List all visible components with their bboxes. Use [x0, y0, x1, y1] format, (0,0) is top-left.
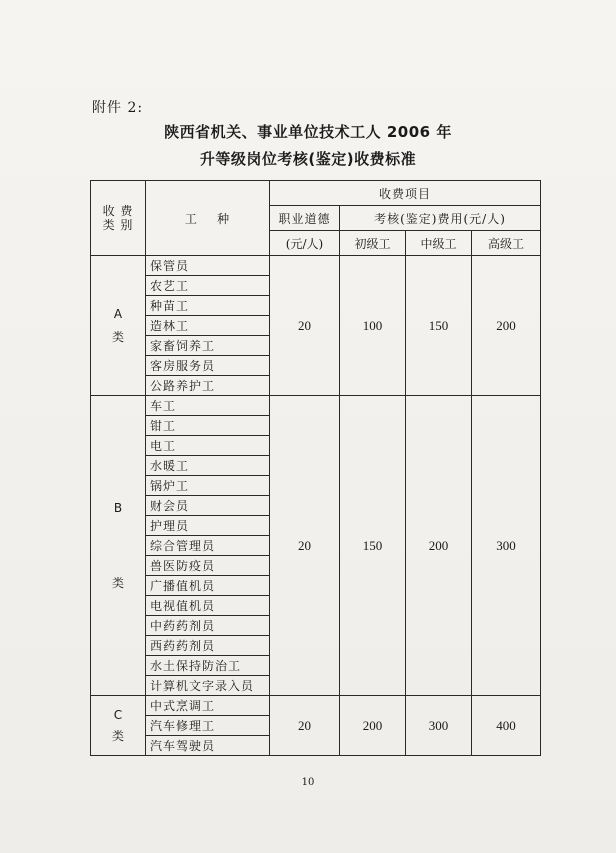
job-cell: 电视值机员	[146, 596, 270, 616]
table-row	[91, 396, 541, 416]
job-cell: 水暖工	[146, 456, 270, 476]
job-cell: 保管员	[146, 256, 270, 276]
a-junior-fee: 100	[340, 256, 406, 396]
category-c	[91, 696, 146, 756]
job-cell: 计算机文字录入员	[146, 676, 270, 696]
job-cell: 汽车修理工	[146, 716, 270, 736]
category-a-letter: A	[113, 307, 123, 322]
category-b-letter: B	[113, 501, 123, 516]
job-cell: 车工	[146, 396, 270, 416]
b-junior-fee: 150	[340, 396, 406, 696]
job-cell: 中式烹调工	[146, 696, 270, 716]
job-cell: 财会员	[146, 496, 270, 516]
job-cell: 综合管理员	[146, 536, 270, 556]
a-ethics-fee: 20	[270, 256, 340, 396]
category-a	[91, 256, 146, 396]
middle-header: 中级工	[406, 231, 472, 256]
job-cell: 家畜饲养工	[146, 336, 270, 356]
job-cell: 护理员	[146, 516, 270, 536]
fee-items-header: 收费项目	[270, 181, 541, 206]
ethics-unit-header: (元/人)	[270, 231, 340, 256]
job-cell: 汽车驾驶员	[146, 736, 270, 756]
exam-fee-header: 考核(鉴定)费用(元/人)	[340, 206, 541, 231]
c-middle-fee: 300	[406, 696, 472, 756]
c-ethics-fee: 20	[270, 696, 340, 756]
category-header-line1: 收 费	[102, 203, 134, 218]
job-cell: 中药药剂员	[146, 616, 270, 636]
page-number: 10	[301, 777, 315, 788]
b-senior-fee: 300	[472, 396, 541, 696]
job-cell: 钳工	[146, 416, 270, 436]
table-row	[91, 256, 541, 276]
ethics-header: 职业道德	[270, 206, 340, 231]
job-cell: 兽医防疫员	[146, 556, 270, 576]
fee-standard-table	[90, 180, 541, 756]
b-middle-fee: 200	[406, 396, 472, 696]
category-header	[91, 181, 146, 256]
b-ethics-fee: 20	[270, 396, 340, 696]
job-cell: 水土保持防治工	[146, 656, 270, 676]
junior-header: 初级工	[340, 231, 406, 256]
a-senior-fee: 200	[472, 256, 541, 396]
job-cell: 电工	[146, 436, 270, 456]
job-cell: 公路养护工	[146, 376, 270, 396]
job-type-header: 工 种	[146, 181, 270, 256]
c-junior-fee: 200	[340, 696, 406, 756]
category-b-suffix: 类	[111, 575, 124, 590]
job-cell: 西药药剂员	[146, 636, 270, 656]
job-cell: 锅炉工	[146, 476, 270, 496]
job-cell: 客房服务员	[146, 356, 270, 376]
table-row	[91, 696, 541, 716]
category-c-suffix: 类	[111, 728, 124, 743]
title-line-2: 升等级岗位考核(鉴定)收费标准	[199, 150, 417, 168]
senior-header: 高级工	[472, 231, 541, 256]
job-cell: 种苗工	[146, 296, 270, 316]
job-cell: 农艺工	[146, 276, 270, 296]
job-cell: 广播值机员	[146, 576, 270, 596]
category-c-letter: C	[113, 708, 123, 723]
title-line-1: 陕西省机关、事业单位技术工人 2006 年	[164, 123, 452, 141]
category-b	[91, 396, 146, 696]
category-header-line2: 类 别	[102, 218, 134, 232]
attachment-label: 附件 2:	[92, 100, 144, 116]
c-senior-fee: 400	[472, 696, 541, 756]
job-cell: 造林工	[146, 316, 270, 336]
a-middle-fee: 150	[406, 256, 472, 396]
category-a-suffix: 类	[111, 329, 124, 344]
